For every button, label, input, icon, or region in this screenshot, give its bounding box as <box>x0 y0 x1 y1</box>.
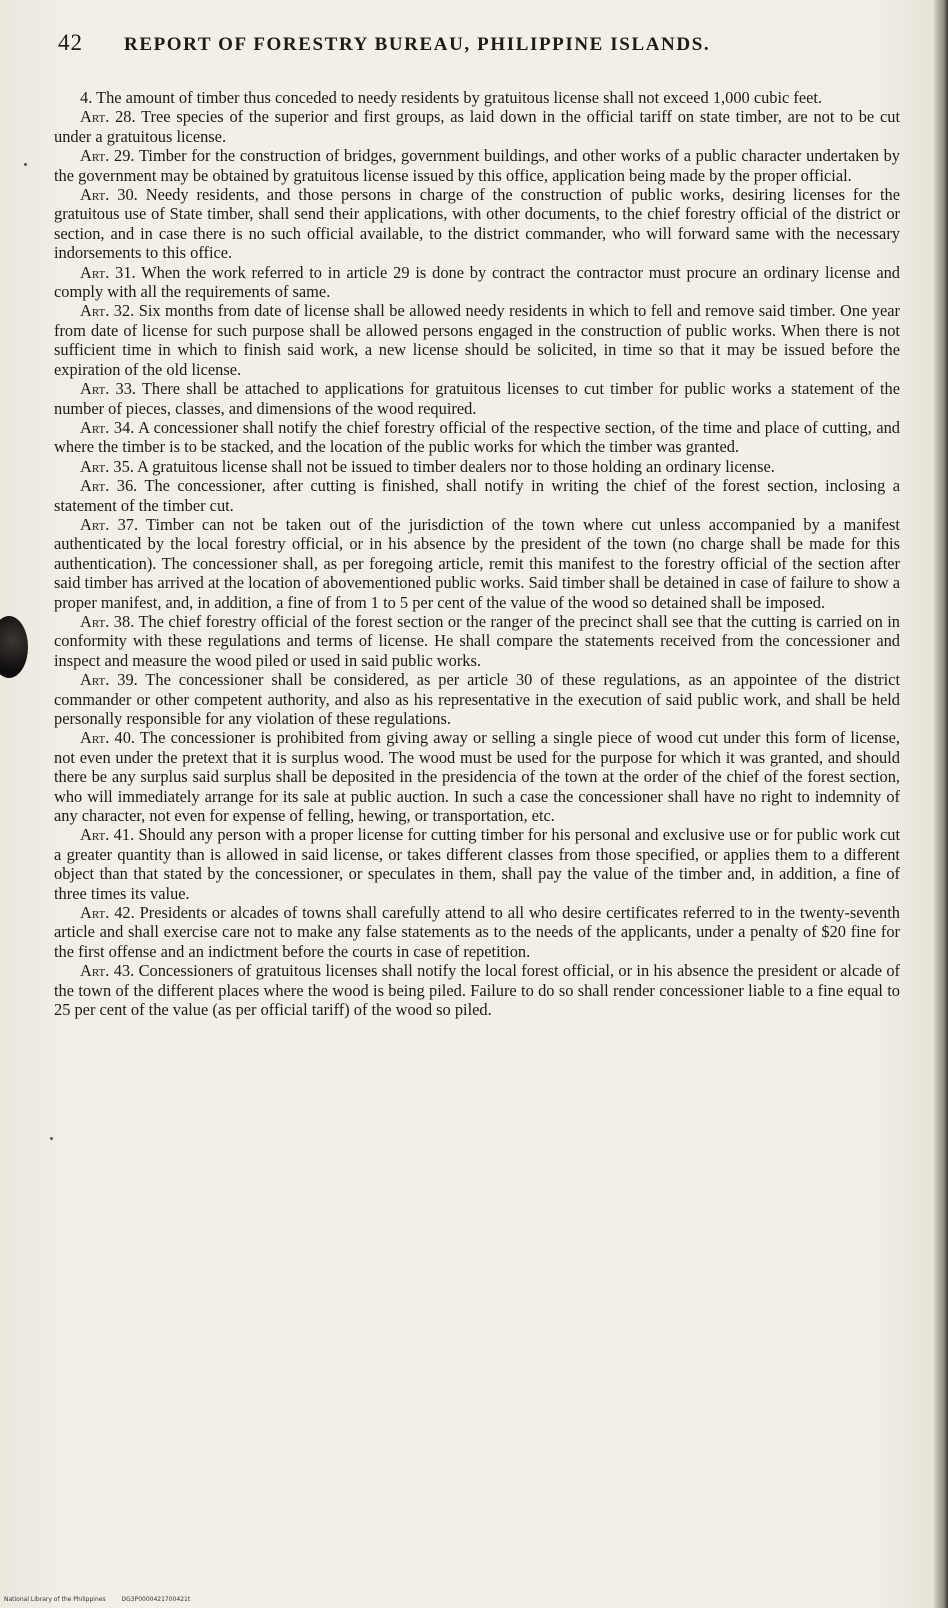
article-label: Art. 42. <box>80 903 135 923</box>
article-paragraph <box>54 185 900 263</box>
article-label: Art. 35. <box>80 456 134 476</box>
article-text: Presidents or alcades of towns shall carefully attend to all who desire certificates referred to in the twenty-seventh article and shall exercise care not to make any false statements as to the needs of the applicants, under a penalty of $20 fine for the first offense and an indictment before the courts in case of repetition. <box>54 903 901 961</box>
article-text: Concessioners of gratuitous licenses shall notify the local forest official, or in his absence the president or alcade of the town of the different places where the wood is being piled. Failure to do so shall render concessioner liable to a fine equal to 25 per cent of the value (as per official tariff) of the wood so piled. <box>54 961 900 1020</box>
article-text: A concessioner shall notify the chief forestry official of the respective section, of the time and place of cutting, and where the timber is to be stacked, and the location of the public works for which the timber was granted. <box>54 417 900 457</box>
page-header <box>58 30 898 64</box>
article-text: The concessioner, after cutting is finished, shall notify in writing the chief of the forest section, inclosing a statement of the timber cut. <box>54 476 900 515</box>
article-label: Art. 37. <box>80 514 139 534</box>
article-label: Art. 31. <box>80 262 136 282</box>
paper-speck <box>24 163 27 166</box>
article-paragraph <box>54 107 900 146</box>
page-body <box>54 88 900 1020</box>
article-text: The chief forestry official of the forest section or the ranger of the precinct shall see that the cutting is carried on in conformity with these regulations and terms of license. He shall compare the statements received from the concessioner and inspect and measure the wood piled or used in said public works. <box>54 611 900 670</box>
article-label: Art. 32. <box>80 301 135 321</box>
article-label: Art. 36. <box>80 476 138 496</box>
article-text: When the work referred to in article 29 is done by contract the contractor must procure an ordinary license and comply with all the requirements of same. <box>54 262 900 302</box>
article-label: Art. 39. <box>80 670 138 690</box>
article-label: Art. 30. <box>80 185 138 205</box>
article-text: A gratuitous license shall not be issued to timber dealers nor to those holding an ordinary license. <box>137 456 775 476</box>
article-label: Art. 34. <box>80 417 135 437</box>
article-label: Art. 43. <box>80 961 135 981</box>
article-paragraph <box>54 476 900 515</box>
library-credit: National Library of the Philippines <box>4 1596 106 1603</box>
article-paragraph <box>54 379 900 418</box>
article-text: Tree species of the superior and first groups, as laid down in the official tariff on state timber, are not to be cut under a gratuitous license. <box>54 107 901 146</box>
article-paragraph <box>54 88 900 107</box>
article-text: Should any person with a proper license for cutting timber for his personal and exclusive use or for public work cut a greater quantity than is allowed in said license, or takes different classes from those specified, or applies them to a different object than that stated by the concessioner, or speculates in them, shall pay the value of the timber and, in addition, a fine of three times its value. <box>54 825 900 903</box>
article-label: Art. 38. <box>80 611 135 631</box>
article-label: Art. 40. <box>80 728 136 748</box>
page-edge-shadow <box>934 0 948 1608</box>
article-text: Timber can not be taken out of the jurisdiction of the town where cut unless accompanied by a manifest authenticated by the local forestry official, or in his absence by the president of the town (no charge shall be made for this authentication). The concessioner shall, as per foregoing article, remit this manifest to the forestry official of the section after said timber has arrived at the location of abovementioned public works. Said timber shall be detained in case of failure to show a proper manifest, and, in addition, a fine of from 1 to 5 per cent of the value of the wood so detained shall be imposed. <box>54 514 900 612</box>
article-text: Six months from date of license shall be allowed needy residents in which to fell and remove said timber. One year from date of license for such purpose shall be allowed persons engaged in the construction of public works. When there is not sufficient time in which to finish said work, a new license should be solicited, in time so that it may be issued before the expiration of the old license. <box>54 301 900 379</box>
article-text: Timber for the construction of bridges, government buildings, and other works of a public character undertaken by the government may be obtained by gratuitous license issued by this office, application being made by the proper official. <box>54 146 901 185</box>
scan-footer <box>4 1596 204 1603</box>
article-text: Needy residents, and those persons in charge of the construction of public works, desiring licenses for the gratuitous use of State timber, shall send their applications, with other documents, to the chief forestry official of the district or section, and in case there is no such official available, to the district commander, who will forward same with the necessary indorsements to this office. <box>54 185 900 263</box>
article-text: 4. The amount of timber thus conceded to needy residents by gratuitous license shall not exceed 1,000 cubic feet. <box>80 88 823 107</box>
article-paragraph <box>54 515 900 612</box>
scan-id: DG3P0000421700421t <box>121 1596 191 1603</box>
article-text: There shall be attached to applications for gratuitous licenses to cut timber for public works a statement of the number of pieces, classes, and dimensions of the wood required. <box>54 379 900 418</box>
article-paragraph <box>54 903 900 961</box>
article-paragraph <box>54 457 900 476</box>
article-paragraph <box>54 961 900 1019</box>
article-paragraph <box>54 263 900 302</box>
article-paragraph <box>54 301 900 379</box>
article-paragraph <box>54 418 900 457</box>
running-title: REPORT OF FORESTRY BUREAU, PHILIPPINE ISLANDS. <box>124 34 711 55</box>
paper-speck <box>50 1137 53 1140</box>
binding-hole <box>0 616 28 678</box>
article-label: Art. 41. <box>80 825 135 845</box>
article-text: The concessioner shall be considered, as per article 30 of these regulations, as an appointee of the district commander or other competent authority, and also as his representative in the execution of said public work, and shall be held personally responsible for any violation of these regulations. <box>54 670 900 728</box>
article-paragraph <box>54 146 900 185</box>
article-label: Art. 29. <box>80 146 135 166</box>
article-text: The concessioner is prohibited from giving away or selling a single piece of wood cut under this form of license, not even under the pretext that it is surplus wood. The wood must be used for the purpose for which it was granted, and should there be any surplus said surplus shall be deposited in the presidencia of the town at the order of the chief of the forest section, who will immediately arrange for its sale at public auction. In such a case the concessioner shall have no right to indemnity of any character, not even for expense of felling, hewing, or transportation, etc. <box>54 728 900 826</box>
article-paragraph <box>54 825 900 903</box>
page-number: 42 <box>58 30 83 55</box>
article-paragraph <box>54 612 900 670</box>
article-paragraph <box>54 670 900 728</box>
article-label: Art. 33. <box>80 379 136 399</box>
article-label: Art. 28. <box>80 107 136 127</box>
article-paragraph <box>54 728 900 825</box>
